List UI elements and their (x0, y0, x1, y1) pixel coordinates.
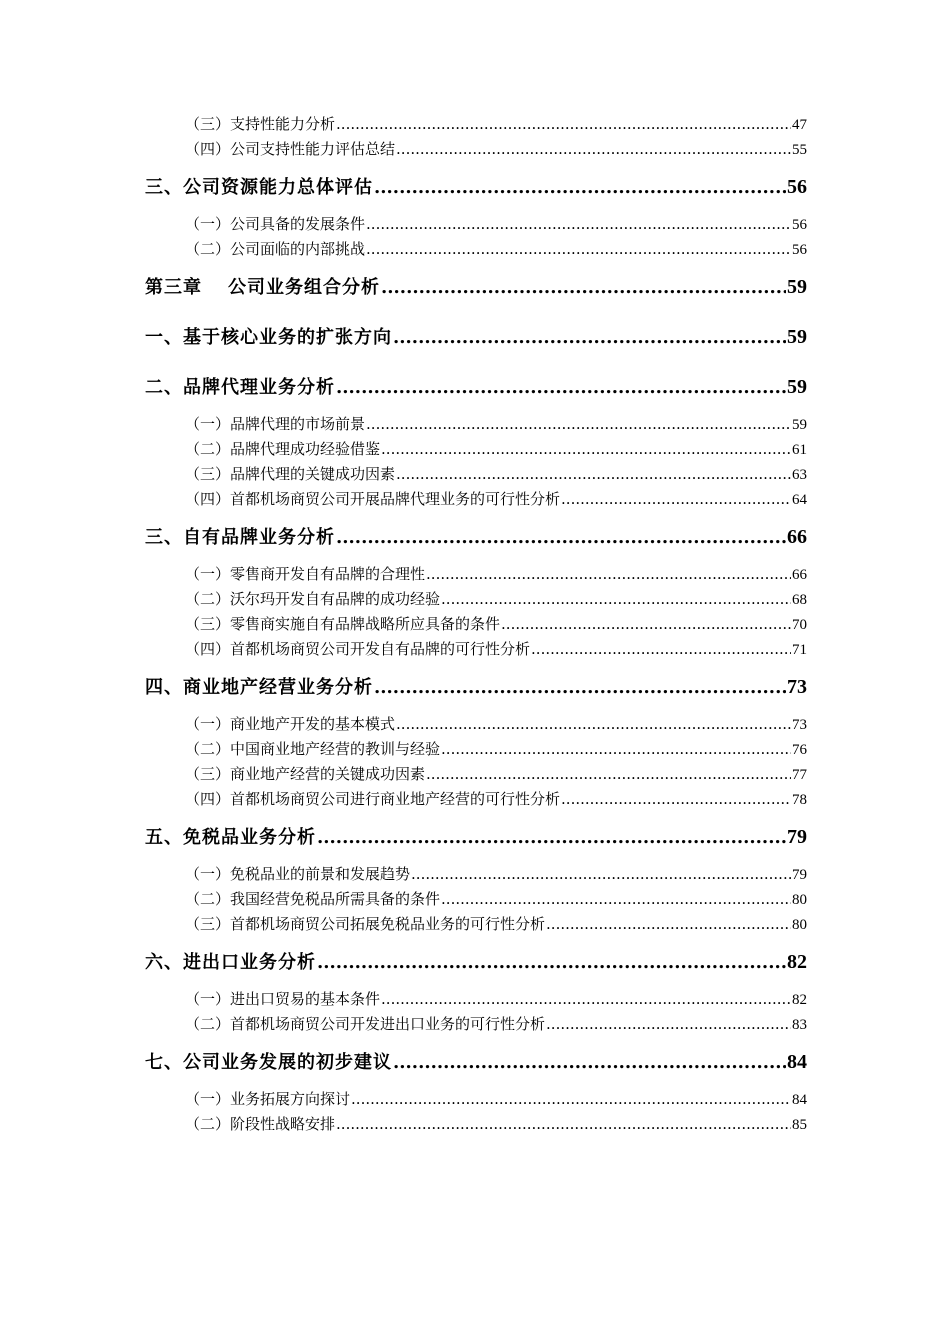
toc-page-number: 78 (792, 792, 807, 808)
toc-page-number: 77 (792, 767, 807, 783)
dot-leader (393, 313, 786, 363)
dot-leader (441, 887, 791, 912)
dot-leader (501, 612, 791, 637)
dot-leader (426, 562, 791, 587)
toc-entry[interactable] (145, 887, 807, 912)
toc-page-number: 80 (792, 892, 807, 908)
table-of-contents (145, 112, 807, 1137)
toc-page-number: 56 (787, 176, 807, 198)
toc-entry-label: 二、品牌代理业务分析 (145, 377, 335, 398)
toc-entry[interactable] (145, 637, 807, 662)
dot-leader (366, 412, 791, 437)
toc-page-number: 80 (792, 917, 807, 933)
dot-leader (336, 112, 791, 137)
toc-page-number: 82 (792, 992, 807, 1008)
toc-page-number: 79 (792, 867, 807, 883)
toc-entry[interactable] (145, 762, 807, 787)
toc-entry-label: （二）公司面临的内部挑战 (185, 240, 366, 258)
dot-leader (351, 1087, 791, 1112)
toc-entry-label: （一）商业地产开发的基本模式 (185, 715, 396, 733)
dot-leader (381, 987, 791, 1012)
toc-entry-label: （二）品牌代理成功经验借鉴 (185, 440, 381, 458)
toc-entry-label: （三）品牌代理的关键成功因素 (185, 465, 396, 483)
dot-leader (393, 1038, 786, 1088)
toc-entry-label: （四）公司支持性能力评估总结 (185, 140, 396, 158)
dot-leader (374, 163, 786, 213)
toc-entry-label: （三）商业地产经营的关键成功因素 (185, 765, 426, 783)
toc-page-number: 68 (792, 592, 807, 608)
toc-section-heading[interactable] (145, 1037, 807, 1087)
toc-page-number: 70 (792, 617, 807, 633)
dot-leader (396, 137, 791, 162)
toc-page-number: 83 (792, 1017, 807, 1033)
dot-leader (366, 237, 791, 262)
toc-page-number: 59 (787, 376, 807, 398)
toc-page-number: 84 (787, 1051, 807, 1073)
toc-entry-label: 六、进出口业务分析 (145, 952, 316, 973)
toc-page-number: 85 (792, 1117, 807, 1133)
toc-entry-label: （二）中国商业地产经营的教训与经验 (185, 740, 441, 758)
dot-leader (531, 637, 791, 662)
toc-entry-label: 第三章 公司业务组合分析 (145, 277, 380, 298)
toc-page-number: 59 (787, 326, 807, 348)
toc-entry[interactable] (145, 612, 807, 637)
toc-page-number: 66 (787, 526, 807, 548)
toc-page-number: 59 (792, 417, 807, 433)
dot-leader (381, 437, 791, 462)
toc-entry[interactable] (145, 737, 807, 762)
toc-page-number: 61 (792, 442, 807, 458)
toc-entry[interactable] (145, 587, 807, 612)
dot-leader (366, 212, 791, 237)
toc-entry-label: 七、公司业务发展的初步建议 (145, 1052, 392, 1073)
toc-page-number: 64 (792, 492, 807, 508)
dot-leader (374, 663, 786, 713)
dot-leader (561, 487, 791, 512)
toc-entry-label: （二）阶段性战略安排 (185, 1115, 336, 1133)
toc-entry[interactable] (145, 212, 807, 237)
toc-section-heading[interactable] (145, 512, 807, 562)
toc-entry-label: （二）沃尔玛开发自有品牌的成功经验 (185, 590, 441, 608)
toc-page-number: 76 (792, 742, 807, 758)
toc-entry-label: （一）品牌代理的市场前景 (185, 415, 366, 433)
toc-page-number: 79 (787, 826, 807, 848)
toc-page-number: 59 (787, 276, 807, 298)
toc-chapter-heading[interactable] (145, 262, 807, 312)
toc-section-heading[interactable] (145, 662, 807, 712)
toc-entry[interactable] (145, 1012, 807, 1037)
toc-entry[interactable] (145, 437, 807, 462)
toc-section-heading[interactable] (145, 312, 807, 362)
dot-leader (561, 787, 791, 812)
toc-entry-label: （三）支持性能力分析 (185, 115, 336, 133)
toc-page-number: 63 (792, 467, 807, 483)
toc-page-number: 56 (792, 217, 807, 233)
toc-page-number: 73 (787, 676, 807, 698)
dot-leader (546, 1012, 791, 1037)
dot-leader (336, 363, 786, 413)
toc-entry[interactable] (145, 1112, 807, 1137)
dot-leader (317, 938, 786, 988)
toc-page-number: 84 (792, 1092, 807, 1108)
toc-entry-label: 一、基于核心业务的扩张方向 (145, 327, 392, 348)
toc-page-number: 73 (792, 717, 807, 733)
toc-entry-label: 四、商业地产经营业务分析 (145, 677, 373, 698)
toc-entry[interactable] (145, 487, 807, 512)
toc-entry-label: （二）首都机场商贸公司开发进出口业务的可行性分析 (185, 1015, 546, 1033)
toc-entry-label: （四）首都机场商贸公司开发自有品牌的可行性分析 (185, 640, 531, 658)
toc-entry[interactable] (145, 862, 807, 887)
toc-section-heading[interactable] (145, 162, 807, 212)
dot-leader (396, 712, 791, 737)
toc-entry[interactable] (145, 112, 807, 137)
toc-entry-label: （三）零售商实施自有品牌战略所应具备的条件 (185, 615, 501, 633)
toc-page-number: 56 (792, 242, 807, 258)
toc-section-heading[interactable] (145, 937, 807, 987)
toc-page-number: 82 (787, 951, 807, 973)
toc-entry[interactable] (145, 562, 807, 587)
dot-leader (336, 1112, 791, 1137)
dot-leader (441, 737, 791, 762)
toc-entry-label: （四）首都机场商贸公司开展品牌代理业务的可行性分析 (185, 490, 561, 508)
toc-section-heading[interactable] (145, 362, 807, 412)
toc-entry-label: 五、免税品业务分析 (145, 827, 316, 848)
toc-entry-label: （四）首都机场商贸公司进行商业地产经营的可行性分析 (185, 790, 561, 808)
toc-entry-label: 三、自有品牌业务分析 (145, 527, 335, 548)
toc-page-number: 71 (792, 642, 807, 658)
dot-leader (336, 513, 786, 563)
toc-entry[interactable] (145, 787, 807, 812)
toc-page-number: 66 (792, 567, 807, 583)
toc-entry-label: 三、公司资源能力总体评估 (145, 177, 373, 198)
toc-entry[interactable] (145, 462, 807, 487)
toc-entry[interactable] (145, 412, 807, 437)
dot-leader (411, 862, 791, 887)
toc-entry[interactable] (145, 1087, 807, 1112)
toc-entry-label: （二）我国经营免税品所需具备的条件 (185, 890, 441, 908)
toc-entry[interactable] (145, 912, 807, 937)
toc-entry[interactable] (145, 712, 807, 737)
toc-section-heading[interactable] (145, 812, 807, 862)
toc-entry-label: （一）免税品业的前景和发展趋势 (185, 865, 411, 883)
toc-entry-label: （一）公司具备的发展条件 (185, 215, 366, 233)
toc-entry[interactable] (145, 137, 807, 162)
toc-entry-label: （一）进出口贸易的基本条件 (185, 990, 381, 1008)
toc-entry[interactable] (145, 237, 807, 262)
dot-leader (546, 912, 791, 937)
toc-entry-label: （三）首都机场商贸公司拓展免税品业务的可行性分析 (185, 915, 546, 933)
toc-page-number: 47 (792, 117, 807, 133)
dot-leader (441, 587, 791, 612)
dot-leader (426, 762, 791, 787)
toc-page-number: 55 (792, 142, 807, 158)
dot-leader (381, 263, 786, 313)
dot-leader (317, 813, 786, 863)
toc-entry-label: （一）业务拓展方向探讨 (185, 1090, 351, 1108)
toc-entry-label: （一）零售商开发自有品牌的合理性 (185, 565, 426, 583)
toc-entry[interactable] (145, 987, 807, 1012)
dot-leader (396, 462, 791, 487)
